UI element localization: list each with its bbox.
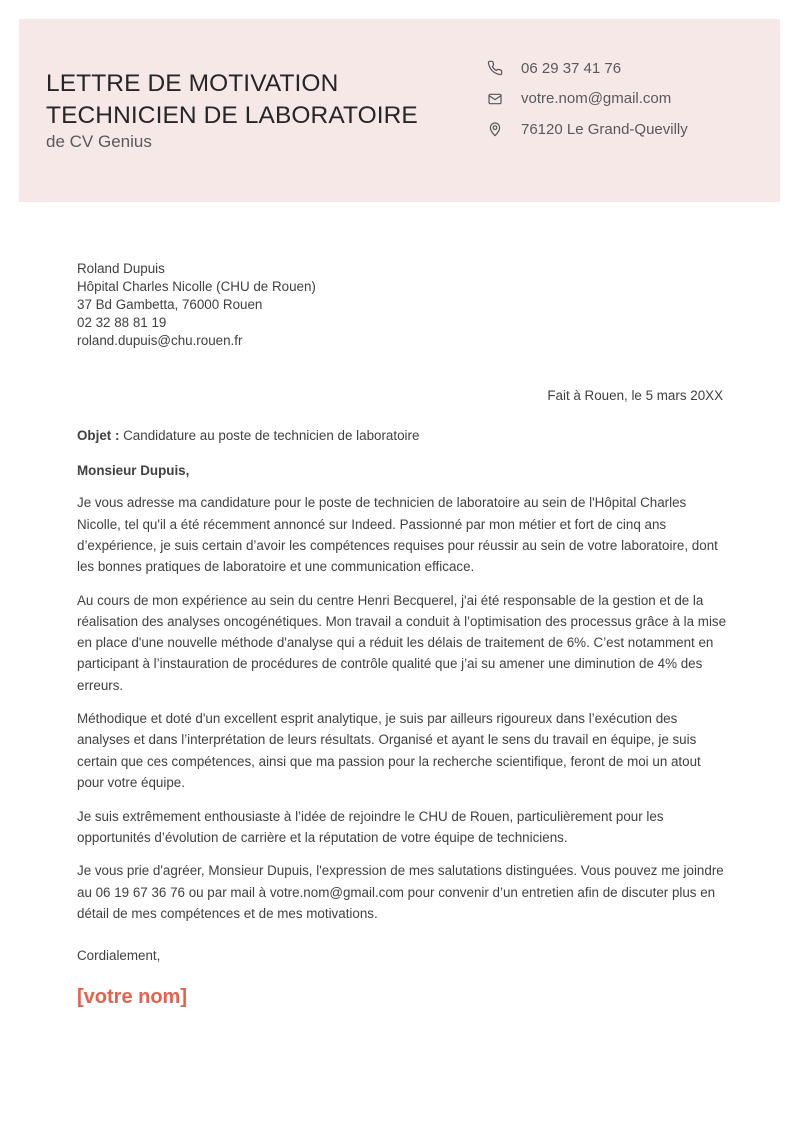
document-title [46, 68, 418, 132]
paragraph-5: Je vous prie d'agréer, Monsieur Dupuis, l'expression de mes salutations distinguées. Vous pouvez me joindre au 06 19 67 36 76 ou par mail à votre.nom@gmail.com pour convenir d’un entretien afin de discuter plus en détail de mes compétences et de mes motivations. [77, 863, 724, 921]
letter-closing: Cordialement, [77, 948, 161, 964]
title-line-2: TECHNICIEN DE LABORATOIRE [46, 102, 418, 129]
recipient-organization: Hôpital Charles Nicolle (CHU de Rouen) [77, 279, 316, 294]
letter-date: Fait à Rouen, le 5 mars 20XX [547, 388, 723, 403]
header-banner [19, 19, 780, 202]
mail-icon [486, 90, 504, 108]
contact-phone [486, 53, 688, 84]
contact-location [486, 114, 688, 145]
recipient-name: Roland Dupuis [77, 261, 165, 276]
title-line-1: LETTRE DE MOTIVATION [46, 70, 339, 97]
phone-icon [486, 59, 504, 77]
location-pin-icon [486, 120, 504, 138]
recipient-address: 37 Bd Gambetta, 76000 Rouen [77, 297, 263, 312]
signature: [votre nom] [77, 986, 187, 1009]
recipient-phone: 02 32 88 81 19 [77, 315, 167, 330]
recipient-email: roland.dupuis@chu.rouen.fr [77, 333, 243, 348]
subject-label: Objet : [77, 428, 120, 443]
contact-email [486, 84, 688, 115]
contact-info [486, 53, 688, 145]
paragraph-2: Au cours de mon expérience au sein du centre Henri Becquerel, j'ai été responsable de la gestion et de la réalisation des analyses oncogénétiques. Mon travail a conduit à l’optimisation des processus grâce à la mise en place d'une nouvelle méthode d'analyse qui a réduit les délais de traitement de 6%. C’est notamment en participant à l’instauration de procédures de contrôle qualité que j’ai su amener une diminution de 4% des erreurs. [77, 592, 727, 693]
contact-email-text: votre.nom@gmail.com [521, 90, 672, 108]
paragraph-3: Méthodique et doté d'un excellent esprit analytique, je suis par ailleurs rigoureux dans l’exécution des analyses et dans l’interprétation de leurs résultats. Organisé et ayant le sens du travail en équipe, je suis certain que ces compétences, ainsi que ma passion pour la recherche scientifique, feront de moi un atout pour votre équipe. [77, 711, 701, 790]
letter-subject [77, 425, 727, 446]
contact-location-text: 76120 Le Grand-Quevilly [521, 120, 688, 138]
paragraph-4: Je suis extrêmement enthousiaste à l’idée de rejoindre le CHU de Rouen, particulièrement pour les opportunités d’évolution de carrière et la réputation de votre équipe de techniciens. [77, 808, 664, 845]
letter-salutation: Monsieur Dupuis, [77, 463, 190, 479]
contact-phone-text: 06 29 37 41 76 [521, 59, 622, 77]
recipient-block [77, 260, 316, 350]
letter-body [77, 425, 727, 1008]
subject-text: Candidature au poste de technicien de laboratoire [119, 428, 420, 443]
document-subtitle: de CV Genius [46, 132, 152, 151]
paragraph-1: Je vous adresse ma candidature pour le poste de technicien de laboratoire au sein de l'Hôpital Charles Nicolle, tel qu'il a été récemment annoncé sur Indeed. Passionné par mon métier et fort de cinq ans d’expérience, je suis certain d’avoir les compétences requises pour réussir au sein de votre laboratoire, dont les bonnes pratiques de laboratoire et une communication efficace. [77, 495, 718, 575]
